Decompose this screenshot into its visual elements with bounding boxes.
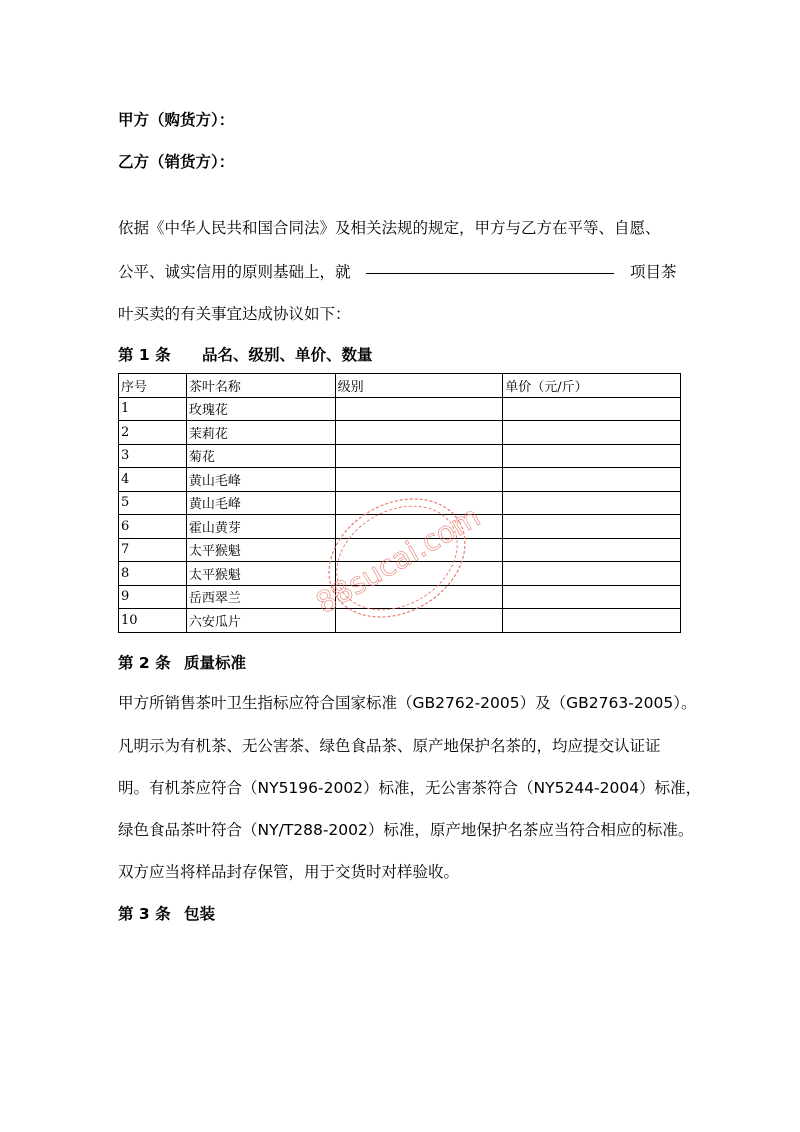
header-grade: 级别	[335, 374, 503, 398]
table-header-row	[119, 374, 681, 398]
cell-grade[interactable]	[335, 491, 503, 515]
cell-unit-price[interactable]	[503, 562, 681, 586]
quality-line-5: 双方应当将样品封存保管，用于交货时对样验收。	[118, 863, 460, 881]
project-name-blank[interactable]	[366, 273, 614, 274]
cell-grade[interactable]	[335, 421, 503, 445]
cell-tea-name: 太平猴魁	[186, 562, 335, 586]
quality-line-4: 绿色食品茶叶符合（NY/T288-2002）标准，原产地保护名茶应当符合相应的标准。	[118, 821, 694, 839]
intro-line-2-start: 公平、诚实信用的原则基础上，就	[118, 263, 351, 281]
cell-grade[interactable]	[335, 468, 503, 492]
intro-line-1: 依据《中华人民共和国合同法》及相关法规的规定，甲方与乙方在平等、自愿、	[118, 219, 661, 237]
cell-unit-price[interactable]	[503, 397, 681, 421]
article-3-number: 第 3 条	[118, 905, 171, 923]
cell-seq: 8	[119, 562, 187, 586]
cell-tea-name: 六安瓜片	[186, 609, 335, 633]
cell-seq: 5	[119, 491, 187, 515]
table-row	[119, 468, 681, 492]
cell-unit-price[interactable]	[503, 421, 681, 445]
cell-seq: 1	[119, 397, 187, 421]
quality-line-3: 明。有机茶应符合（NY5196-2002）标准，无公害茶符合（NY5244-2004）标准，	[118, 779, 702, 797]
cell-grade[interactable]	[335, 562, 503, 586]
cell-seq: 6	[119, 515, 187, 539]
cell-seq: 2	[119, 421, 187, 445]
table-row	[119, 609, 681, 633]
header-seq: 序号	[119, 374, 187, 398]
header-tea-name: 茶叶名称	[186, 374, 335, 398]
cell-tea-name: 岳西翠兰	[186, 585, 335, 609]
cell-tea-name: 霍山黄芽	[186, 515, 335, 539]
cell-unit-price[interactable]	[503, 491, 681, 515]
cell-seq: 9	[119, 585, 187, 609]
cell-tea-name: 黄山毛峰	[186, 468, 335, 492]
intro-line-3: 叶买卖的有关事宜达成协议如下：	[118, 305, 351, 323]
table-row	[119, 585, 681, 609]
quality-line-1: 甲方所销售茶叶卫生指标应符合国家标准（GB2762-2005）及（GB2763-2005）。	[118, 694, 697, 712]
cell-grade[interactable]	[335, 609, 503, 633]
cell-grade[interactable]	[335, 444, 503, 468]
party-b-label: 乙方（销货方）：	[118, 153, 235, 171]
cell-unit-price[interactable]	[503, 609, 681, 633]
article-2-title: 质量标准	[184, 654, 247, 672]
party-a-label: 甲方（购货方）：	[118, 111, 235, 129]
table-row	[119, 491, 681, 515]
table-row	[119, 562, 681, 586]
article-3-title: 包装	[184, 905, 216, 923]
cell-grade[interactable]	[335, 397, 503, 421]
header-unit-price: 单价（元/斤）	[503, 374, 681, 398]
table-row	[119, 515, 681, 539]
cell-unit-price[interactable]	[503, 468, 681, 492]
cell-grade[interactable]	[335, 585, 503, 609]
cell-seq: 7	[119, 538, 187, 562]
tea-table	[118, 373, 681, 633]
cell-unit-price[interactable]	[503, 515, 681, 539]
cell-grade[interactable]	[335, 515, 503, 539]
cell-tea-name: 黄山毛峰	[186, 491, 335, 515]
cell-seq: 4	[119, 468, 187, 492]
cell-seq: 3	[119, 444, 187, 468]
table-row	[119, 538, 681, 562]
table-row	[119, 444, 681, 468]
cell-unit-price[interactable]	[503, 444, 681, 468]
intro-line-2-end: 项目茶	[630, 263, 677, 281]
cell-seq: 10	[119, 609, 187, 633]
cell-unit-price[interactable]	[503, 585, 681, 609]
table-row	[119, 397, 681, 421]
article-1-number: 第 1 条	[118, 346, 171, 364]
cell-tea-name: 菊花	[186, 444, 335, 468]
article-1-title: 品名、级别、单价、数量	[202, 346, 373, 364]
quality-line-2: 凡明示为有机茶、无公害茶、绿色食品茶、原产地保护名茶的，均应提交认证证	[118, 737, 661, 755]
cell-unit-price[interactable]	[503, 538, 681, 562]
watermark-text: 88sucai.com	[310, 499, 486, 621]
article-2-number: 第 2 条	[118, 654, 171, 672]
cell-tea-name: 太平猴魁	[186, 538, 335, 562]
table-row	[119, 421, 681, 445]
cell-tea-name: 茉莉花	[186, 421, 335, 445]
cell-tea-name: 玫瑰花	[186, 397, 335, 421]
cell-grade[interactable]	[335, 538, 503, 562]
